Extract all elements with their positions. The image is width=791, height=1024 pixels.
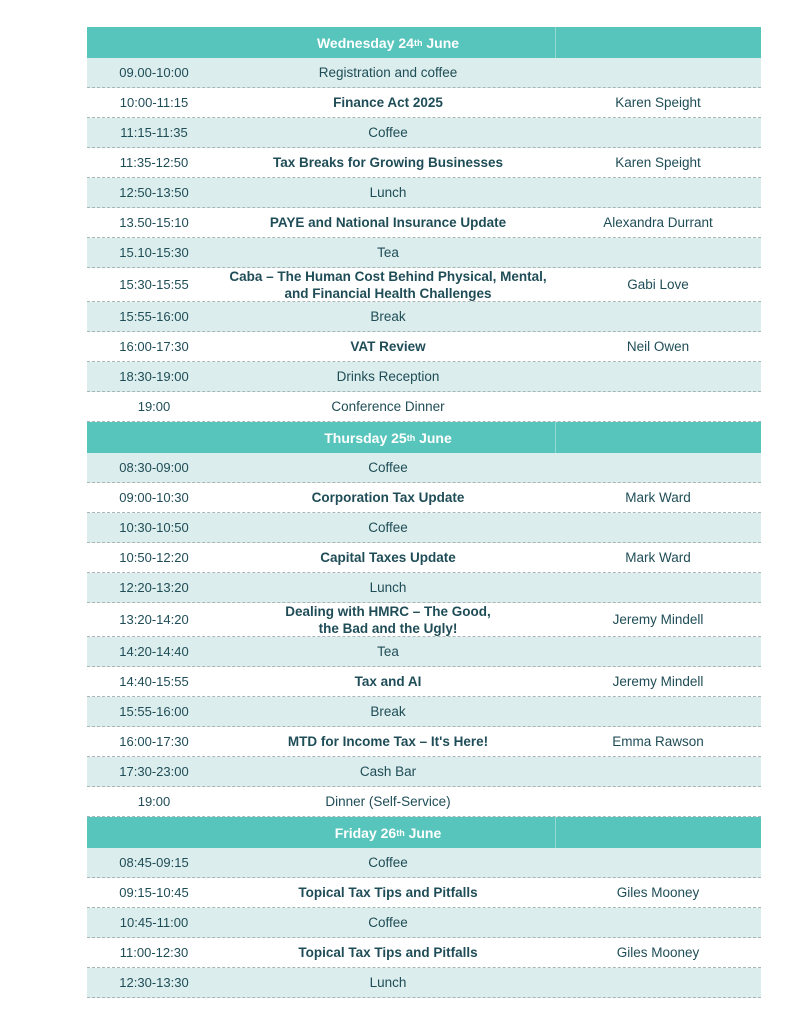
session-title-cell <box>221 214 555 231</box>
session-title: Registration and coffee <box>318 65 458 80</box>
session-time: 15:55-16:00 <box>119 309 189 324</box>
session-title: Coffee <box>368 520 408 535</box>
session-time: 14:40-15:55 <box>119 674 189 689</box>
session-time: 16:00-17:30 <box>119 339 189 354</box>
schedule-row <box>87 757 761 787</box>
day-label: Wednesday 24 <box>316 34 414 51</box>
session-title-cell <box>221 184 555 201</box>
session-time: 19:00 <box>137 794 171 809</box>
schedule-row <box>87 453 761 483</box>
session-title-cell <box>221 703 555 720</box>
schedule-row <box>87 238 761 268</box>
session-title: Drinks Reception <box>336 369 440 384</box>
session-title: Coffee <box>368 855 408 870</box>
schedule-row <box>87 787 761 817</box>
session-speaker: Mark Ward <box>625 550 691 565</box>
session-title: MTD for Income Tax – It's Here! <box>287 734 489 749</box>
session-time: 15:30-15:55 <box>119 277 189 292</box>
session-title: Conference Dinner <box>331 399 445 414</box>
session-speaker: Gabi Love <box>627 277 689 292</box>
session-title: Lunch <box>369 580 407 595</box>
session-speaker: Jeremy Mindell <box>612 674 704 689</box>
session-title: VAT Review <box>350 339 426 354</box>
session-title: Cash Bar <box>359 764 417 779</box>
schedule-row <box>87 637 761 667</box>
session-title-cell <box>221 338 555 355</box>
session-speaker: Neil Owen <box>626 339 690 354</box>
session-speaker: Mark Ward <box>625 490 691 505</box>
session-title-cell <box>221 549 555 566</box>
session-title: Tea <box>377 245 399 260</box>
day-label: Thursday 25 <box>324 429 407 446</box>
session-time: 13.50-15:10 <box>119 215 189 230</box>
session-title-cell <box>221 944 555 961</box>
day-title: Friday 26 th June <box>334 824 442 841</box>
session-title: Capital Taxes Update <box>320 550 456 565</box>
session-title: Coffee <box>368 125 408 140</box>
session-title-cell <box>221 733 555 750</box>
day-month: June <box>408 824 442 841</box>
session-title: Lunch <box>369 975 407 990</box>
conference-schedule <box>87 27 761 998</box>
day-title: Wednesday 24 th June <box>316 34 460 51</box>
session-title-cell <box>221 519 555 536</box>
session-time: 10:45-11:00 <box>119 915 189 930</box>
schedule-row <box>87 727 761 757</box>
session-title-cell <box>221 763 555 780</box>
schedule-row <box>87 483 761 513</box>
day-title: Thursday 25 th June <box>324 429 452 446</box>
schedule-row <box>87 573 761 603</box>
session-time: 12:30-13:30 <box>119 975 189 990</box>
session-title-cell <box>221 308 555 325</box>
session-title-cell <box>221 368 555 385</box>
session-speaker: Alexandra Durrant <box>603 215 713 230</box>
session-speaker: Karen Speight <box>615 155 701 170</box>
day-header <box>87 27 761 58</box>
schedule-row <box>87 208 761 238</box>
session-time: 11:35-12:50 <box>119 155 189 170</box>
session-title-line2: the Bad and the Ugly! <box>318 620 458 636</box>
session-time: 11:15-11:35 <box>120 125 188 140</box>
session-time: 10:30-10:50 <box>119 520 189 535</box>
schedule-row <box>87 178 761 208</box>
session-speaker: Jeremy Mindell <box>612 612 704 627</box>
schedule-row <box>87 968 761 998</box>
session-time: 09.00-10:00 <box>119 65 189 80</box>
session-time: 16:00-17:30 <box>119 734 189 749</box>
session-speaker: Karen Speight <box>615 95 701 110</box>
session-title-cell <box>221 398 555 415</box>
session-time: 13:20-14:20 <box>119 612 189 627</box>
schedule-row <box>87 362 761 392</box>
session-time: 18:30-19:00 <box>119 369 189 384</box>
session-speaker: Giles Mooney <box>616 885 700 900</box>
session-time: 11:00-12:30 <box>119 945 189 960</box>
session-title: Tax Breaks for Growing Businesses <box>272 155 504 170</box>
session-title-cell <box>221 974 555 991</box>
schedule-row <box>87 268 761 302</box>
day-month: June <box>419 429 452 446</box>
session-time: 10:50-12:20 <box>119 550 189 565</box>
session-title-cell <box>221 459 555 476</box>
session-speaker: Emma Rawson <box>612 734 704 749</box>
session-title-cell <box>221 124 555 141</box>
day-header <box>87 817 761 848</box>
session-title-cell <box>221 884 555 901</box>
session-title: Topical Tax Tips and Pitfalls <box>298 885 478 900</box>
session-title: Topical Tax Tips and Pitfalls <box>298 945 478 960</box>
schedule-row <box>87 88 761 118</box>
schedule-row <box>87 58 761 88</box>
session-title-cell <box>221 489 555 506</box>
session-title-cell <box>221 64 555 81</box>
session-title-cell <box>221 154 555 171</box>
session-title: Coffee <box>368 460 408 475</box>
schedule-row <box>87 513 761 543</box>
schedule-row <box>87 603 761 637</box>
session-title: Break <box>370 704 406 719</box>
session-time: 17:30-23:00 <box>119 764 189 779</box>
session-title-cell <box>221 914 555 931</box>
session-time: 09:00-10:30 <box>119 490 189 505</box>
schedule-row <box>87 878 761 908</box>
session-title: Dealing with HMRC – The Good, <box>285 603 491 619</box>
session-time: 19:00 <box>137 399 171 414</box>
day-label: Friday 26 <box>334 824 397 841</box>
session-time: 10:00-11:15 <box>119 95 189 110</box>
schedule-row <box>87 848 761 878</box>
day-month: June <box>426 34 460 51</box>
session-title-cell <box>221 579 555 596</box>
session-time: 08:45-09:15 <box>119 855 189 870</box>
schedule-row <box>87 118 761 148</box>
session-time: 08:30-09:00 <box>119 460 189 475</box>
schedule-row <box>87 543 761 573</box>
session-title: Finance Act 2025 <box>333 95 443 110</box>
session-title: PAYE and National Insurance Update <box>269 215 507 230</box>
session-title-cell <box>221 244 555 261</box>
schedule-row <box>87 148 761 178</box>
schedule-row <box>87 697 761 727</box>
session-title-cell <box>221 793 555 810</box>
session-title: Tax and AI <box>354 674 422 689</box>
schedule-row <box>87 667 761 697</box>
session-time: 15:55-16:00 <box>119 704 189 719</box>
session-title-cell <box>221 643 555 660</box>
session-title: Tea <box>377 644 399 659</box>
session-time: 15.10-15:30 <box>119 245 189 260</box>
session-title-cell <box>221 94 555 111</box>
session-title: Corporation Tax Update <box>311 490 465 505</box>
session-title-cell <box>221 673 555 690</box>
session-title-cell <box>221 603 555 637</box>
session-title-cell <box>221 854 555 871</box>
schedule-row <box>87 938 761 968</box>
session-title: Caba – The Human Cost Behind Physical, Mental, <box>229 268 547 284</box>
session-time: 14:20-14:40 <box>119 644 189 659</box>
session-title-line2: and Financial Health Challenges <box>284 285 492 301</box>
session-time: 09:15-10:45 <box>119 885 189 900</box>
schedule-row <box>87 392 761 422</box>
session-title-cell <box>221 268 555 302</box>
session-title: Coffee <box>368 915 408 930</box>
session-title: Lunch <box>369 185 407 200</box>
day-header <box>87 422 761 453</box>
session-time: 12:50-13:50 <box>119 185 189 200</box>
schedule-row <box>87 302 761 332</box>
schedule-row <box>87 908 761 938</box>
session-speaker: Giles Mooney <box>616 945 700 960</box>
session-title: Dinner (Self-Service) <box>325 794 451 809</box>
schedule-row <box>87 332 761 362</box>
session-time: 12:20-13:20 <box>119 580 189 595</box>
session-title: Break <box>370 309 406 324</box>
